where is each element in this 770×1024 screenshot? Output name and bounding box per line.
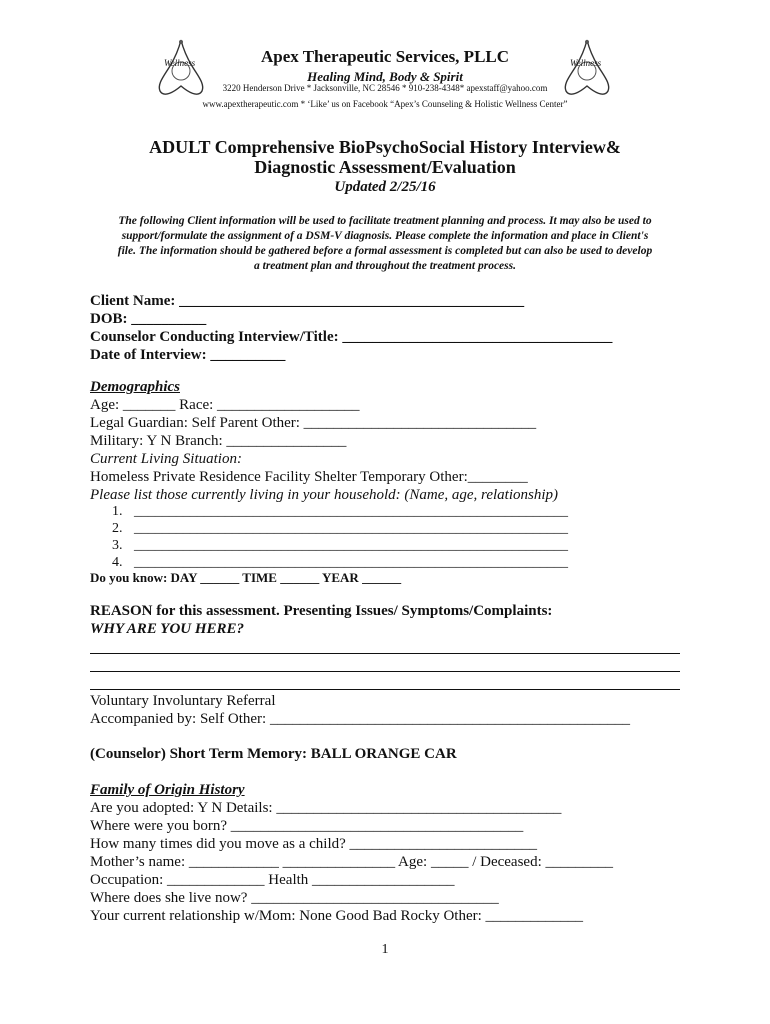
- birthplace-field[interactable]: Where were you born? _______________________________________: [90, 818, 524, 834]
- logo-text-right: Wellness: [570, 58, 602, 68]
- legal-guardian-field[interactable]: Legal Guardian: Self Parent Other: _______________________________: [90, 415, 537, 431]
- page-number: 1: [381, 942, 389, 957]
- logo-text-left: Wellness: [164, 58, 196, 68]
- household-number-1: 1.: [112, 504, 123, 519]
- household-line-3[interactable]: ______________________________________________________________: [134, 538, 568, 553]
- mother-relationship-field[interactable]: Your current relationship w/Mom: None Good Bad Rocky Other: _____________: [90, 908, 584, 924]
- counselor-field[interactable]: Counselor Conducting Interview/Title: ____________________________________: [90, 329, 613, 345]
- orientation-field[interactable]: Do you know: DAY ______ TIME ______ YEAR ______: [90, 570, 402, 585]
- dob-field[interactable]: DOB: __________: [90, 311, 207, 327]
- living-situation-label: Current Living Situation:: [90, 451, 242, 467]
- household-line-1[interactable]: ______________________________________________________________: [134, 504, 568, 519]
- mother-residence-field[interactable]: Where does she live now? _________________________________: [90, 890, 499, 906]
- intro-line-2: support/formulate the assignment of a DSM-V diagnosis. Please complete the information and place in Client's: [121, 230, 649, 242]
- intro-line-4: a treatment plan and throughout the treatment process.: [254, 260, 516, 272]
- household-line-4[interactable]: ______________________________________________________________: [134, 555, 568, 570]
- mother-occupation-field[interactable]: Occupation: _____________ Health ___________________: [90, 872, 455, 888]
- moves-as-child-field[interactable]: How many times did you move as a child? _________________________: [90, 836, 538, 852]
- reason-answer-line-2[interactable]: [90, 671, 680, 672]
- household-number-2: 2.: [112, 521, 123, 536]
- reason-heading: REASON for this assessment. Presenting Issues/ Symptoms/Complaints:: [90, 603, 553, 619]
- company-tagline: Healing Mind, Body & Spirit: [307, 69, 463, 84]
- why-here-label: WHY ARE YOU HERE?: [90, 621, 245, 637]
- form-title-line1: ADULT Comprehensive BioPsychoSocial History Interview&: [149, 137, 621, 157]
- military-field[interactable]: Military: Y N Branch: ________________: [90, 433, 347, 449]
- company-web: www.apextherapeutic.com * ‘Like’ us on Facebook “Apex’s Counseling & Holistic Wellness Center”: [202, 99, 568, 109]
- referral-type-options[interactable]: Voluntary Involuntary Referral: [90, 693, 276, 709]
- household-line-2[interactable]: ______________________________________________________________: [134, 521, 568, 536]
- interview-date-field[interactable]: Date of Interview: __________: [90, 347, 286, 363]
- household-number-3: 3.: [112, 538, 123, 553]
- intro-line-1: The following Client information will be used to facilitate treatment planning and process. It may also be used to: [118, 215, 652, 227]
- form-title-line2: Diagnostic Assessment/Evaluation: [254, 157, 516, 177]
- age-race-field[interactable]: Age: _______ Race: ___________________: [90, 397, 360, 413]
- short-term-memory-check: (Counselor) Short Term Memory: BALL ORANGE CAR: [90, 746, 457, 762]
- demographics-heading: Demographics: [90, 379, 180, 395]
- reason-answer-line-1[interactable]: [90, 653, 680, 654]
- adopted-field[interactable]: Are you adopted: Y N Details: ______________________________________: [90, 800, 562, 816]
- client-name-field[interactable]: Client Name: ______________________________________________: [90, 293, 525, 309]
- family-history-heading: Family of Origin History: [90, 782, 245, 798]
- mother-name-field[interactable]: Mother’s name: ____________ _______________ Age: _____ / Deceased: _________: [90, 854, 613, 870]
- company-address: 3220 Henderson Drive * Jacksonville, NC 28546 * 910-238-4348* apexstaff@yahoo.com: [222, 83, 548, 93]
- company-name: Apex Therapeutic Services, PLLC: [260, 47, 510, 66]
- household-label: Please list those currently living in your household: (Name, age, relationship): [90, 487, 558, 503]
- household-number-4: 4.: [112, 555, 123, 570]
- accompanied-by-field[interactable]: Accompanied by: Self Other: ________________________________________________: [90, 711, 630, 727]
- intro-line-3: file. The information should be gathered before a formal assessment is completed but can also be used to develop: [117, 245, 653, 257]
- form-updated: Updated 2/25/16: [334, 179, 436, 195]
- living-situation-options[interactable]: Homeless Private Residence Facility Shelter Temporary Other:________: [90, 469, 528, 485]
- reason-answer-line-3[interactable]: [90, 689, 680, 690]
